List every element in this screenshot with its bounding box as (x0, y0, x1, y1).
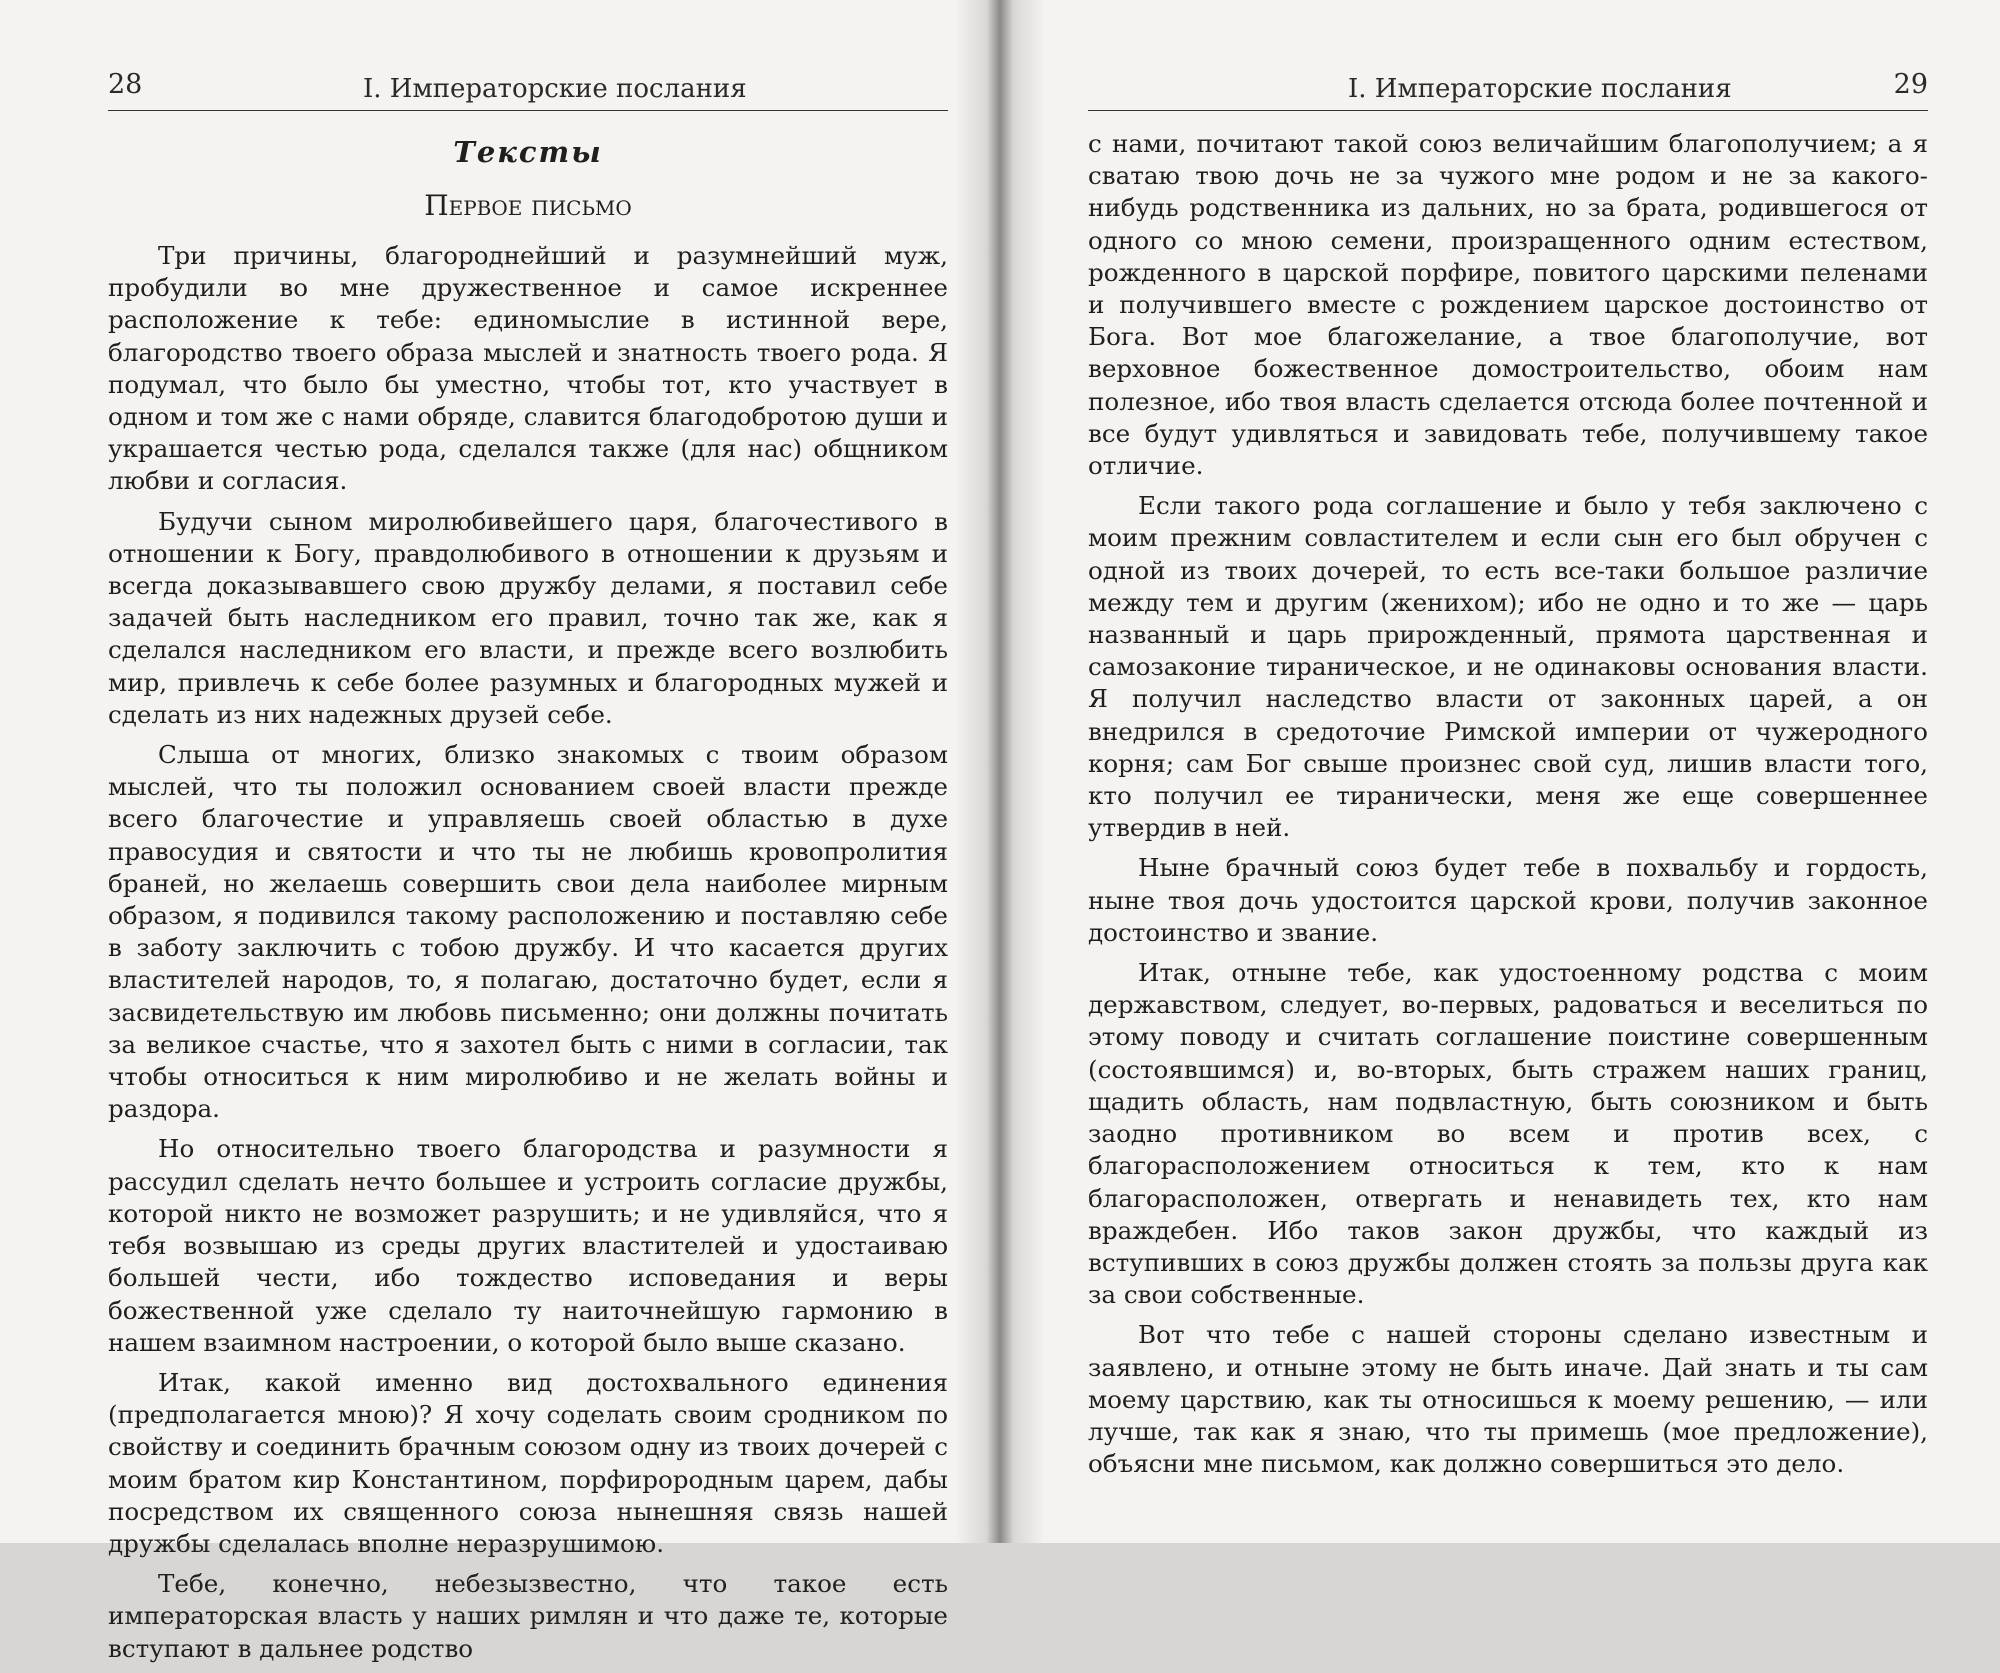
paragraph: Вот что тебе с нашей стороны сделано известным и заявлено, и отныне этому не быть иначе. Дай знать и ты сам моему царствию, как ты относишься к моему решению, — или лучше, так как я знаю, что ты примешь (мое предложение), объясни мне письмом, как должно совершиться это дело. (1088, 1320, 1928, 1479)
right-page-body (1088, 128, 1928, 1488)
paragraph: Но относительно твоего благородства и разумности я рассудил сделать нечто большее и устроить согласие дружбы, которой никто не возможет разрушить; и не удивляйся, что я тебя возвышаю из среды других властителей и удостаиваю большей чести, ибо тождество исповедания и веры божественной уже сделало ту наиточнейшую гармонию в нашем взаимном настроении, о которой было выше сказано. (108, 1134, 948, 1357)
paragraph: Тебе, конечно, небезызвестно, что такое есть императорская власть у наших римлян и что даже те, которые вступают в дальнее родство (108, 1569, 948, 1663)
running-head-right (1088, 60, 1928, 111)
paragraph: Будучи сыном миролюбивейшего царя, благочестивого в отношении к Богу, правдолюбивого в отношении к друзьям и всегда доказывавшего свою дружбу делами, я поставил себе задачей быть наследником его правил, точно так же, как я сделался наследником его власти, и прежде всего возлюбить мир, привлечь к себе более разумных и благородных мужей и сделать из них надежных друзей себе. (108, 506, 948, 729)
section-title: Тексты (453, 135, 603, 169)
paragraph: Ныне брачный союз будет тебе в похвальбу и гордость, ныне твоя дочь удостоится царской крови, получив законное достоинство и звание. (1088, 853, 1928, 947)
right-page (1020, 0, 2000, 1543)
page-number-left: 28 (108, 69, 143, 100)
paragraph: Три причины, благороднейший и разумнейший муж, пробудили во мне дружественное и самое искреннее расположение к тебе: единомыслие в истинной вере, благородство твоего образа мыслей и знатность твоего рода. Я подумал, что было бы уместно, чтобы тот, кто участвует в одном и том же с нами обряде, славится благодобротою души и украшается честью рода, сделался также (для нас) общником любви и согласия. (108, 241, 948, 496)
letter-title: Первое письмо (424, 189, 632, 222)
running-head-left (108, 60, 948, 111)
page-number-right: 29 (1893, 69, 1928, 100)
running-head-title-right: I. Императорские послания (1348, 74, 1732, 104)
paragraph: Итак, какой именно вид достохвального единения (предполагается мною)? Я хочу соделать своим сродником по свойству и соединить брачным союзом одну из твоих дочерей с моим братом кир Константином, порфирородным царем, дабы посредством их священного союза нынешняя связь нашей дружбы сделалась вполне неразрушимою. (108, 1367, 948, 1558)
book-gutter (955, 0, 1045, 1543)
continuation-paragraph: с нами, почитают такой союз величайшим благополучием; а я сватаю твою дочь не за чужого мне родом и не за какого-нибудь родственника из дальних, но за брата, родившегося от одного со мною семени, произращенного одним естеством, рожденного в царской порфире, повитого царскими пеленами и получившего вместе с рождением царское достоинство от Бога. Вот мое благожелание, а твое благополучие, вот верховное божественное домостроительство, обоим нам полезное, ибо твоя власть сделается отсюда более почтенной и все будут удивляться и завидовать тебе, получившему такое отличие. (1088, 129, 1928, 481)
left-page-body (108, 128, 948, 1673)
left-page (0, 0, 980, 1663)
paragraph: Если такого рода соглашение и было у тебя заключено с моим прежним совластителем и если сын его был обручен с одной из твоих дочерей, то есть все-таки большое различие между тем и другим (женихом); ибо не одно и то же — царь названный и царь прирожденный, прямота царственная и самозаконие тираническое, и не одинаковы основания власти. Я получил наследство власти от законных царей, а он внедрился в средоточие Римской империи от чужеродного корня; сам Бог свыше произнес свой суд, лишив власти того, кто получил ее тиранически, меня же еще совершеннее утвердив в ней. (1088, 491, 1928, 843)
paragraph: Итак, отныне тебе, как удостоенному родства с моим державством, следует, во-первых, радоваться и веселиться по этому поводу и считать соглашение поистине совершенным (состоявшимся) и, во-вторых, быть стражем наших границ, щадить область, нам подвластную, быть союзником и быть заодно противником во всем и против всех, с благорасположением относиться к тем, кто к нам благорасположен, отвергать и ненавидеть тех, кто нам враждебен. Ибо таков закон дружбы, что каждый из вступивших в союз дружбы должен стоять за пользы друга как за свои собственные. (1088, 958, 1928, 1310)
paragraph: Слыша от многих, близко знакомых с твоим образом мыслей, что ты положил основанием своей власти прежде всего благочестие и управляешь своей областью в духе правосудия и святости и что ты не любишь кровопролития браней, но желаешь совершить свои дела наиболее мирным образом, я подивился такому расположению и поставляю себе в заботу заключить с тобою дружбу. И что касается других властителей народов, то, я полагаю, достаточно будет, если я засвидетельствую им любовь письменно; они должны почитать за великое счастье, что я захотел быть с ними в согласии, так чтобы относиться к ним миролюбиво и не желать войны и раздора. (108, 740, 948, 1124)
running-head-title-left: I. Императорские послания (363, 74, 747, 104)
